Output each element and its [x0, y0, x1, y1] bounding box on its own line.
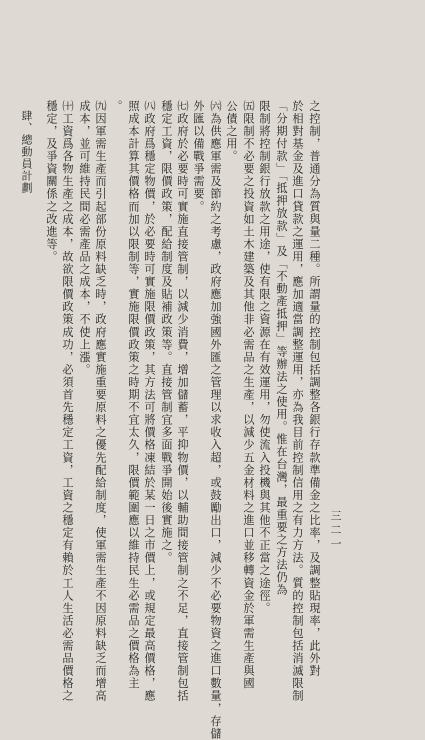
text-column-15: 成本，並可維持民間必需產品之成本，不使上漲。: [78, 100, 91, 377]
text-column-16: ㈩工資爲各物生產之成本，故欲限價政策成功，必須首先穩定工資，工資之穩定有賴於工人生活必需品價格之: [61, 100, 74, 703]
text-column-6: 公債之用。: [225, 100, 238, 163]
section-footer: 肆、總動員計劃: [20, 110, 33, 194]
text-column-11: ㈧政府爲穩定物價，於必要時可實施限價政策，其方法可將價格凍結於某一日之市價上，或規定最高價格，應: [143, 100, 156, 703]
text-column-9: ㈦政府於必要時可實施直接管制，以減少消費，增加儲蓄，平抑物價，以輔助間接管制之不足，直接管制包括: [176, 100, 189, 703]
text-column-7: ㈥為供應軍需及節約之考慮，政府應加強國外匯之管理以求收入超，或鼓勵出口，減少不必要物資之進口數量，存儲: [209, 100, 222, 740]
page-number: 三二一: [329, 510, 342, 552]
text-column-8: 外匯以備戰爭需要。: [192, 100, 205, 213]
text-column-10: 穩定工資，限價政策，配給制度及貼補政策等。直接管制宜多面戰爭開始後實施之。: [160, 100, 173, 565]
text-column-1: 之控制，普通分為質與量二種。所謂量的控制包括調整各銀行存款準備金之比率，及調整貼現率，此外對: [308, 100, 321, 678]
text-column-4: 限制將控制銀行放款之用途，使有限之資源在有效運用，勿使流入投機與其他不正當之途徑。: [258, 100, 271, 615]
text-column-13: 。: [110, 100, 123, 113]
text-column-12: 照成本計算其價格而加以限制等，實施限價政策之時期不宜太久，限價範圍應以維持民生必需品之價格為主: [127, 100, 140, 690]
text-column-14: ㈨因軍需生產而引起部份原料缺乏時，政府應實施重要原料之優先配給制度，使軍需生產不因原料缺乏而增高: [94, 100, 107, 703]
text-column-5: ㈤限制不必要之投資如土木建築及其他非必需品之生產，以減少五金材料之進口並移轉資金於軍需生產與國: [242, 100, 255, 690]
text-column-3: 「分期付款」「抵押放款」及「不動產抵押」等辦法之使用。惟在台灣，最重要之方法仍為: [275, 100, 288, 597]
text-column-17: 穩定，及爭資關係之改進等。: [45, 100, 58, 264]
text-column-2: 於相對基金及進口貸款之運用，應加適當調整運用，亦為我目前控制信用之有力方法。質的控制包括消滅限制: [291, 100, 304, 703]
